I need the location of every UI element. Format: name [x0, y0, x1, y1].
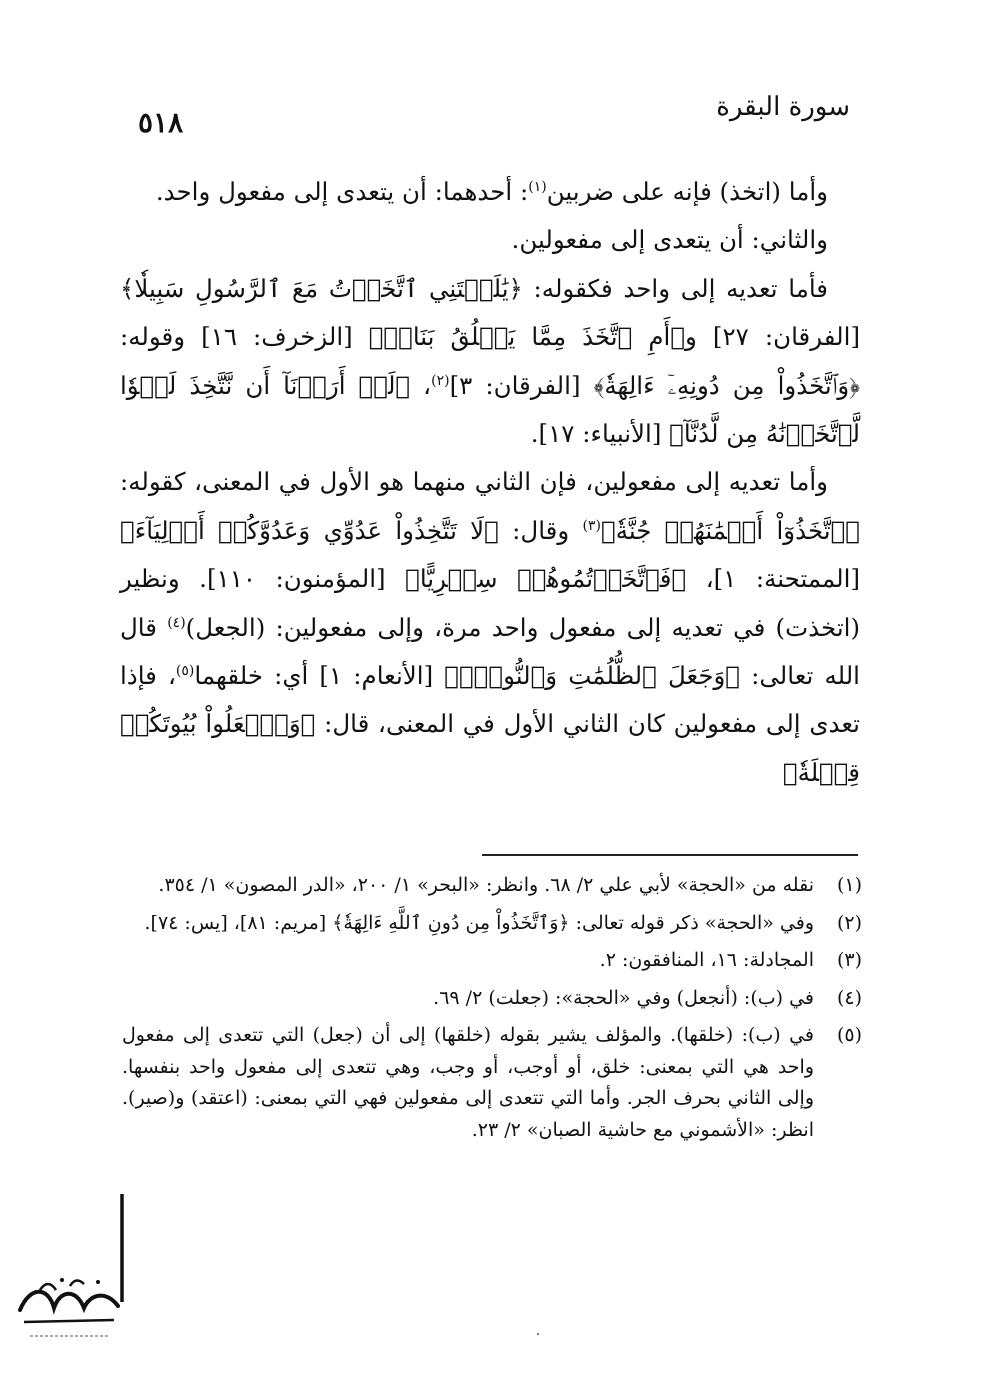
footnote-text: في (ب): (أنجعل) وفي «الحجة»: (جعلت) ٢/ ٦٩. [433, 986, 814, 1009]
page-header [0, 92, 990, 142]
footnote-number: (٤) [836, 986, 862, 1009]
footnote-ref-4: (٤) [167, 614, 186, 631]
scan-speck [537, 1333, 539, 1335]
footnote-text: في (ب): (خلقها). والمؤلف يشير بقوله (خلقها) إلى أن (جعل) التي تتعدى إلى مفعول واحد هي التي بمعنى: خلق، أو أوجب، أو وجب، وهي تتعدى إلى مفعول واحد بنفسها. وإلى الثاني بحرف الجر. وأما التي تتعدى إلى مفعولين فهي التي بمعنى: (اعتقد) و(صير). انظر: «الأشموني مع حاشية الصبان» ٢/ ٢٣. [122, 1024, 814, 1141]
page-number: ٥١٨ [138, 106, 184, 139]
text-run: : أحدهما: أن يتعدى إلى مفعول واحد. [155, 177, 529, 206]
surah-title: سورة البقرة [716, 92, 850, 122]
watermark-logo [10, 1190, 130, 1350]
text-run: ، ﴿لَوۡ أَرَدۡنَآ أَن نَّتَّخِذَ لَهۡوٗا لَّٱتَّخَذۡنَٰهُ مِن لَّدُنَّآ﴾ [الأنبياء: ١٧]. [120, 370, 860, 449]
paragraph-4 [120, 458, 860, 797]
footnote-ref-2: (٢) [431, 372, 450, 389]
paragraph-3 [120, 265, 860, 459]
footnote-number: (٣) [836, 949, 862, 971]
text-run: وأما (اتخذ) فإنه على ضربين [546, 177, 828, 206]
footnote-text: المجادلة: ١٦، المنافقون: ٢. [599, 949, 814, 971]
footnote-ref-5: (٥) [175, 662, 195, 679]
footnote-text: وفي «الحجة» ذكر قوله تعالى: ﴿وَٱتَّخَذُواْ مِن دُونِ ٱللَّهِ ءَالِهَةٗ﴾ [مريم: ٨١]، [يس: ٧٤]. [144, 911, 814, 934]
text-run: وأما تعديه إلى مفعولين، فإن الثاني منهما هو الأول في المعنى، كقوله: ﴿ٱتَّخَذُوٓاْ أَيۡمَٰنَهُمۡ جُنَّةٗ﴾ [120, 467, 860, 545]
footnote-ref-1: (١) [528, 178, 547, 195]
footnote-ref-3: (٣) [582, 517, 601, 534]
footnote-separator [482, 854, 858, 856]
footnote-text: نقله من «الحجة» لأبي علي ٢/ ٦٨. وانظر: «البحر» ١/ ٢٠٠، «الدر المصون» ١/ ٣٥٤. [158, 874, 814, 896]
footnote-number: (٥) [836, 1024, 862, 1046]
footnote-1 [122, 870, 862, 902]
footnote-3 [122, 945, 862, 977]
text-run: ، فإذا تعدى إلى مفعولين كان الثاني الأول في المعنى، قال: ﴿وَٱجۡعَلُواْ بُيُوتَكُمۡ قِبۡلَةٗ﴾ [120, 661, 860, 787]
footnote-number: (٢) [836, 911, 862, 934]
footnote-number: (١) [836, 874, 862, 896]
text-run: وقال: ﴿لَا تَتَّخِذُواْ عَدُوِّي وَعَدُوَّكُمۡ أَوۡلِيَآءَ﴾ [الممتحنة: ١]، ﴿فَٱتَّخَذۡتُمُوهُمۡ سِخۡرِيًّا﴾ [المؤمنون: ١١٠]. ونظير (اتخذت) في تعديه إلى مفعول واحد مرة، وإلى مفعولين: (الجعل) [120, 515, 861, 642]
footnote-2 [122, 908, 862, 940]
footnotes [122, 870, 862, 1152]
text-run: فأما تعديه إلى واحد فكقوله: ﴿يَٰلَيۡتَنِي ٱتَّخَذۡتُ مَعَ ٱلرَّسُولِ سَبِيلٗا﴾ [الفرقان: ٢٧] و﴿أَمِ ٱتَّخَذَ مِمَّا يَخۡلُقُ بَنَاتٖ﴾ [الزخرف: ١٦] وقوله: ﴿وَٱتَّخَذُواْ مِن دُونِهِۦٓ ءَالِهَةٗ﴾ [الفرقان: ٣] [120, 273, 861, 400]
footnote-5 [122, 1020, 862, 1146]
footnote-4 [122, 983, 862, 1015]
main-text [120, 168, 860, 797]
paragraph-1 [120, 168, 860, 216]
paragraph-2: والثاني: أن يتعدى إلى مفعولين. [511, 225, 828, 255]
text-run: قال الله تعالى: ﴿وَجَعَلَ ٱلظُّلُمَٰتِ وَٱلنُّورَۖ﴾ [الأنعام: ١] أي: خلقهما [120, 612, 860, 691]
